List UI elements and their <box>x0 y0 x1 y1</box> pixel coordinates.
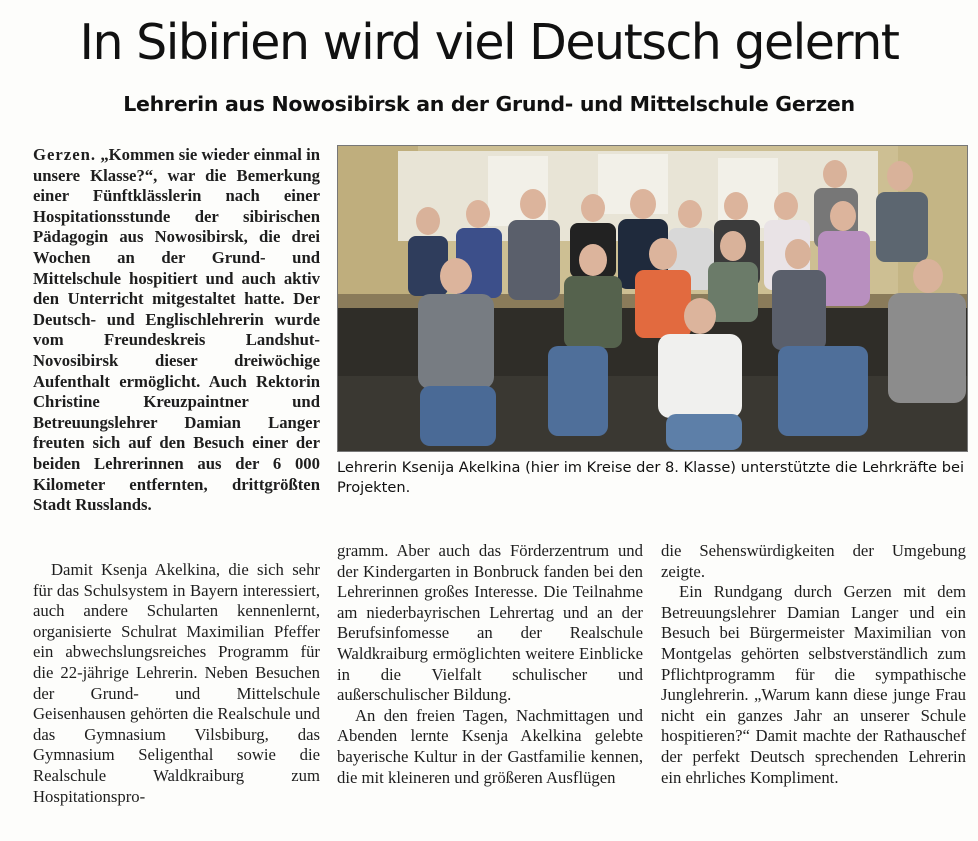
subheadline: Lehrerin aus Nowosibirsk an der Grund- und Mittelschule Gerzen <box>123 92 855 116</box>
dateline: Gerzen. <box>33 145 97 164</box>
body-column-3-paragraph-1: die Sehenswürdigkeiten der Umgebung zeigte. <box>661 541 966 581</box>
body-column-3-paragraph-2: Ein Rundgang durch Gerzen mit dem Betreuungslehrer Damian Langer und ein Besuch bei Bürgermeister Maximilian von Montgelas gehörten selbstverständlich zum Pflichtprogramm für die sympathische Junglehrerin. „Warum kann diese junge Frau nicht ein ganzes Jahr an unserer Schule hospitieren?“ Damit machte der Rathauschef der perfekt Deutsch sprechenden Lehrerin ein ehrliches Kompliment. <box>661 582 966 787</box>
body-column-2-paragraph-1: gramm. Aber auch das Förderzentrum und der Kindergarten in Bonbruck fanden bei den Lehrerinnen großes Interesse. Die Teilnahme am niederbayrischen Lehrertag und an der Berufsinfomesse an der Realschule Waldkraiburg ermöglichten weitere Einblicke in die Vielfalt schulischer und außerschulischer Bildung. <box>337 541 643 705</box>
headline: In Sibirien wird viel Deutsch gelernt <box>79 14 899 71</box>
body-column-1: Damit Ksenja Akelkina, die sich sehr für das Schulsystem in Bayern interessiert, auch andere Schularten kennenlernt, organisierte Schulrat Maximilian Pfeffer ein abwechslungsreiches Programm für die 22-jährige Lehrerin. Neben Besuchen der Grund- und Mittelschule Geisenhausen gehörten die Realschule und das Gymnasium Vilsbiburg, das Gymnasium Seligenthal sowie die Realschule Waldkraiburg zum Hospitationspro- <box>33 560 320 806</box>
body-column-3 <box>661 541 966 788</box>
body-column-2-paragraph-2: An den freien Tagen, Nachmittagen und Abenden lernte Ksenja Akelkina gelebte bayerische Kultur in der Gastfamilie kennen, die mit kleineren und größeren Ausflügen <box>337 705 643 787</box>
class-group-photo-illustration <box>338 146 967 451</box>
photo-caption: Lehrerin Ksenija Akelkina (hier im Kreise der 8. Klasse) unterstützte die Lehrkräfte bei Projekten. <box>337 459 965 496</box>
class-group-photo <box>337 145 968 452</box>
lead-paragraph <box>33 145 320 516</box>
lead-text: „Kommen sie wieder einmal in unsere Klasse?“, war die Bemerkung einer Fünftklässlerin nach einer Hospitationsstunde der sibirischen Pädagogin aus Nowosibirsk, die drei Wochen an der Grund- und Mittelschule hospitiert und auch aktiv den Unterricht mitgestaltet hatte. Der Deutsch- und Englischlehrerin wurde vom Freundeskreis Landshut-Novosibirsk dieser dreiwöchige Aufenthalt ermöglicht. Auch Rektorin Christine Kreuzpaintner und Betreuungslehrer Damian Langer freuten sich auf den Besuch einer der beiden Lehrerinnen aus der 6 000 Kilometer entfernten, drittgrößten Stadt Russlands. <box>33 145 321 515</box>
body-column-2 <box>337 541 643 788</box>
